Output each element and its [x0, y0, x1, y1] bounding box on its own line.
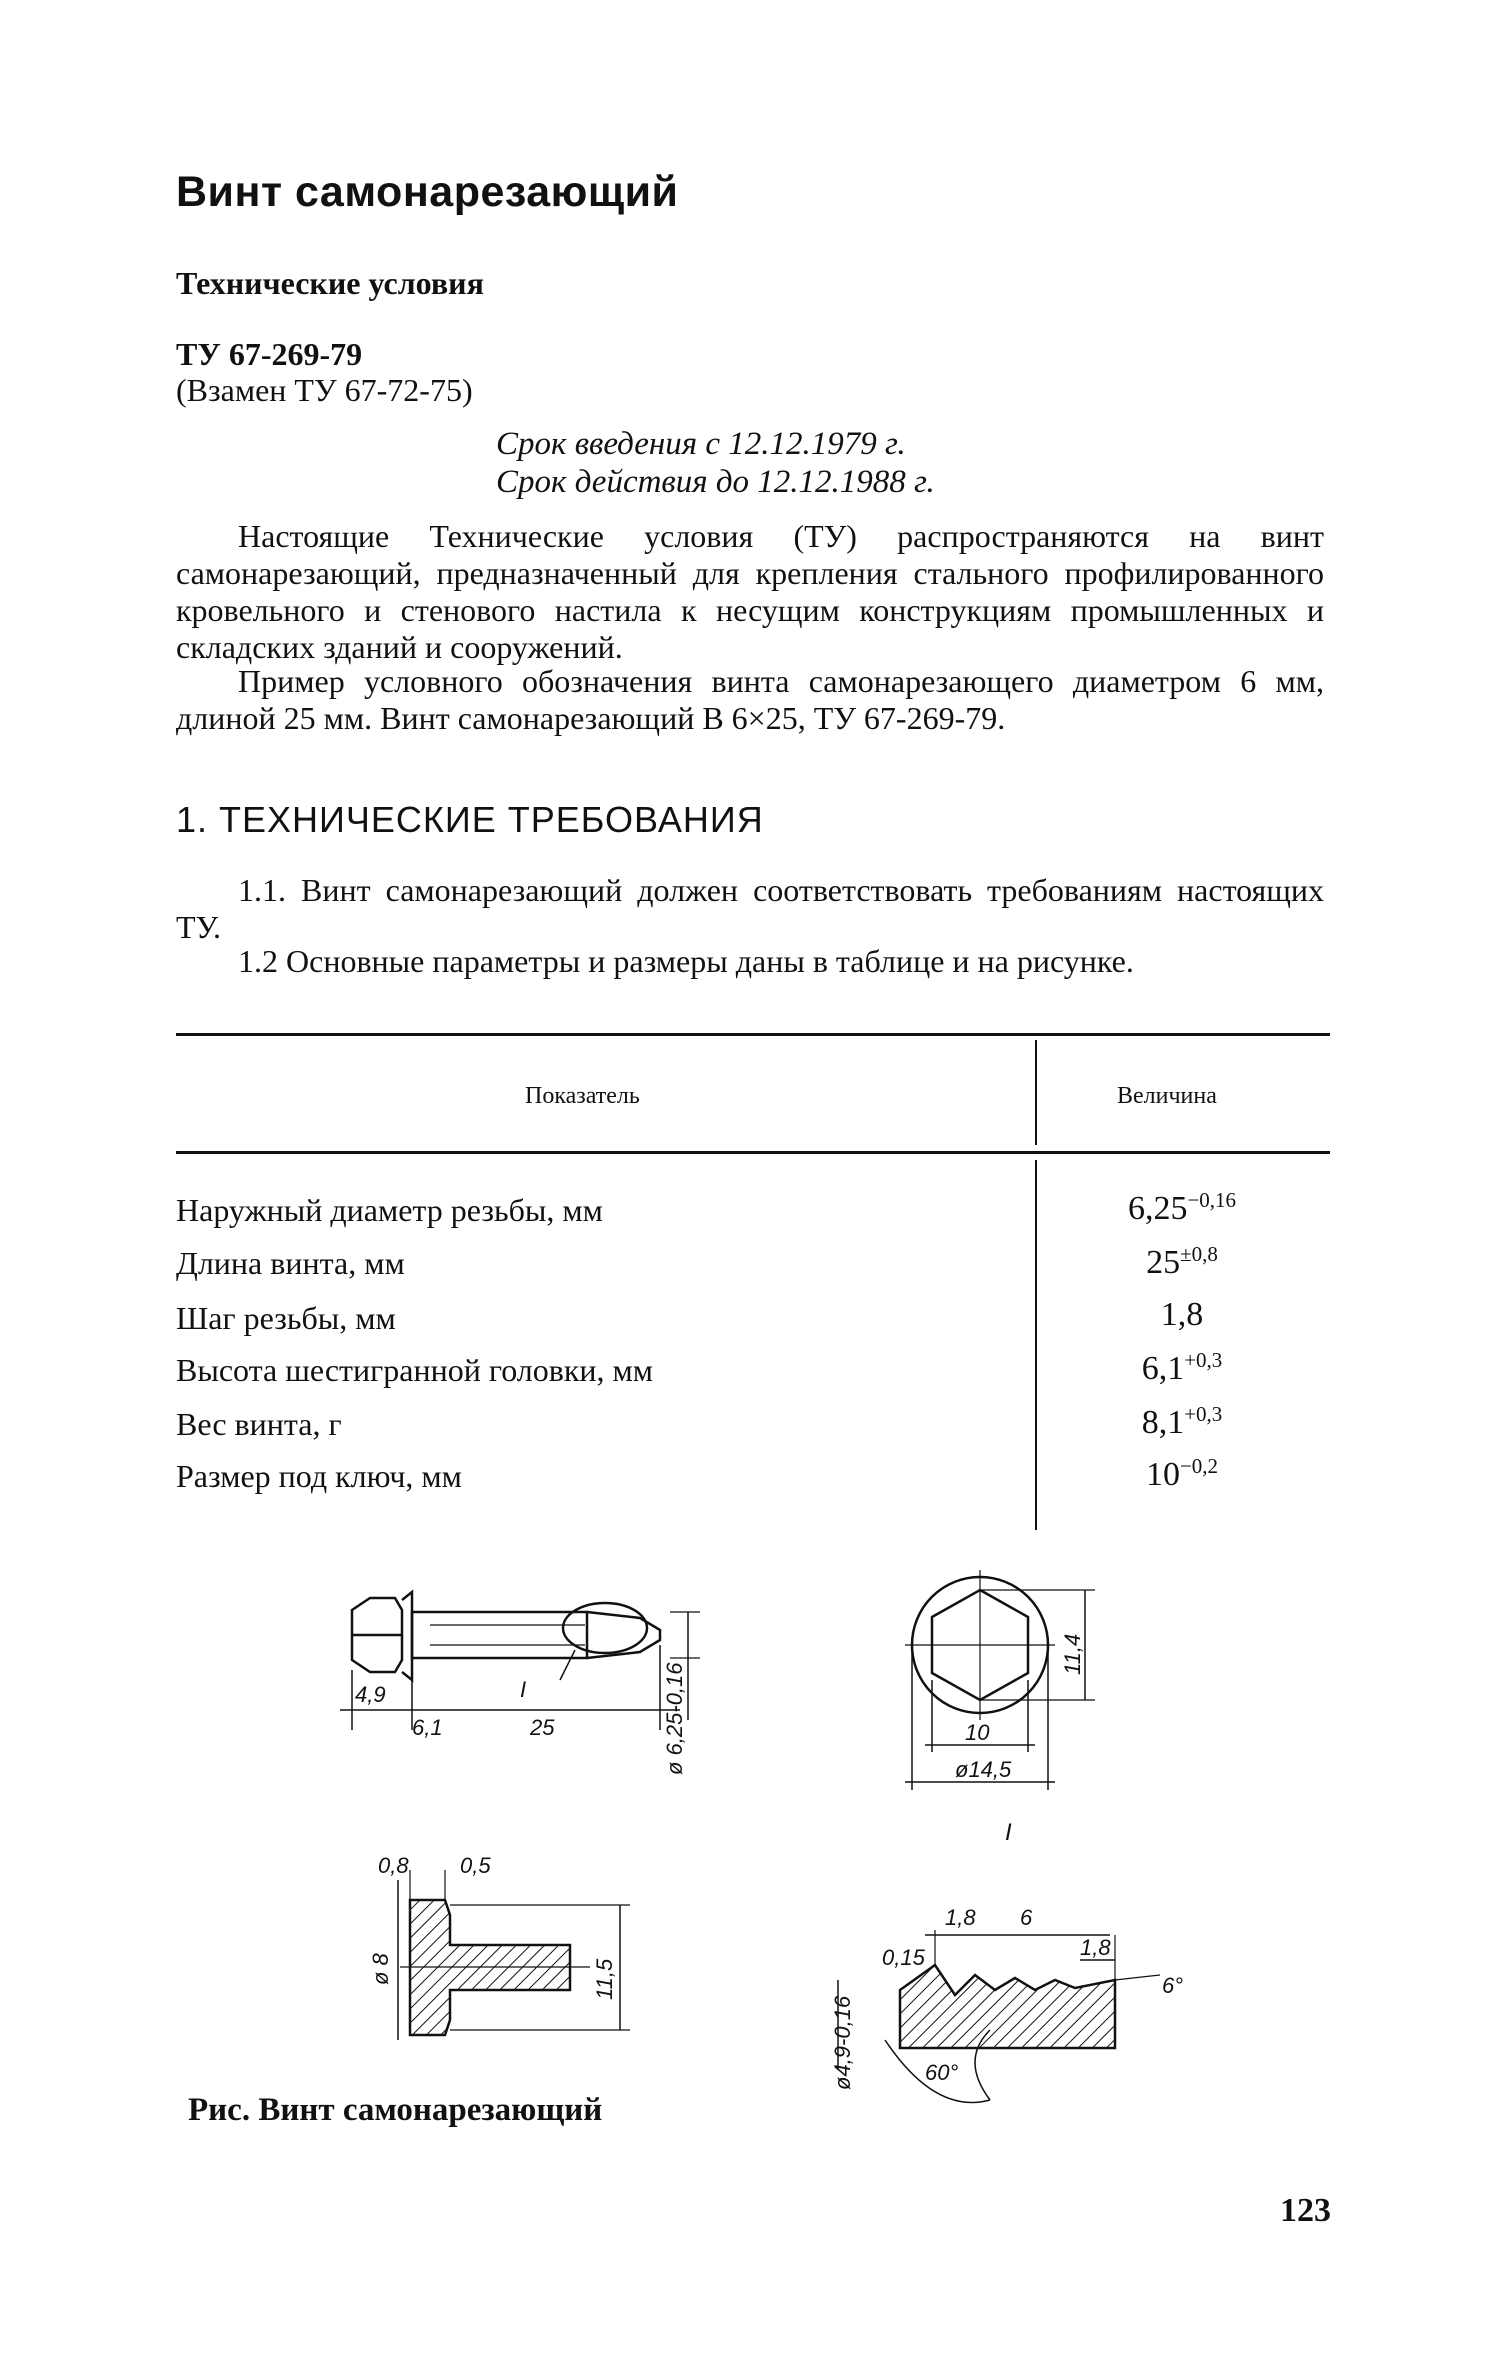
side-view-dim-length: 25: [530, 1715, 555, 1740]
head-section-dim-height: 11,5: [592, 1958, 617, 2000]
detail-dim-angle-small: 6°: [1162, 1973, 1184, 1998]
head-section-dim-b: 0,5: [460, 1853, 491, 1878]
table-row-label: Наружный диаметр резьбы, мм: [176, 1192, 603, 1228]
table-row-label: Длина винта, мм: [176, 1245, 405, 1281]
date-end: Срок действия до 12.12.1988 г.: [496, 464, 935, 500]
side-view-dim-head: 4,9: [355, 1682, 386, 1707]
tu-number: ТУ 67-269-79: [176, 336, 363, 372]
document-subtitle: Технические условия: [176, 265, 484, 301]
table-row-value: $10^{-0,2}$: [1145, 1454, 1219, 1493]
detail-dim-tip: 0,15: [882, 1945, 925, 1970]
table-header-indicator: Показатель: [525, 1083, 640, 1109]
paragraph-scope: Настоящие Технические условия (ТУ) распространяются на винт самонарезающий, предназначенный для крепления стального профилированного кровельного и стенового настила к несущим конструкциям промышленных и складских зданий и сооружений.: [176, 518, 1324, 665]
section-heading: 1. ТЕХНИЧЕСКИЕ ТРЕБОВАНИЯ: [176, 799, 764, 840]
figure-caption: Рис. Винт самонарезающий: [188, 2092, 603, 2128]
paragraph-1-1: 1.1. Винт самонарезающий должен соответствовать требованиям настоящих ТУ.: [176, 872, 1324, 945]
side-view-mark: I: [520, 1677, 527, 1702]
table-row-value: $6,25^{-0,16}$: [1127, 1188, 1237, 1227]
table-row-value: $25^{\pm 0,8}$: [1146, 1242, 1218, 1281]
detail-dim-pitch-2: 1,8: [1080, 1935, 1111, 1960]
side-view-dim-diameter: ø 6,25-0,16: [662, 1662, 687, 1775]
detail-mark: I: [1005, 1819, 1012, 1846]
table-header-value: Величина: [1117, 1083, 1217, 1109]
top-view-dim-diameter: ø14,5: [955, 1757, 1012, 1782]
detail-dim-pitch: 1,8: [945, 1905, 976, 1930]
paragraph-example: Пример условного обозначения винта самонарезающего диаметром 6 мм, длиной 25 мм. Винт самонарезающий В 6×25, ТУ 67-269-79.: [176, 663, 1324, 736]
top-view-dim-height: 11,4: [1060, 1633, 1085, 1675]
side-view-dim-collar: 6,1: [412, 1715, 443, 1740]
screw-side-view: [340, 1592, 700, 1730]
page-number: 123: [1280, 2192, 1331, 2229]
screw-head-section: [398, 1870, 630, 2040]
date-start: Срок введения с 12.12.1979 г.: [496, 426, 906, 462]
table-row-value: 1,8: [1160, 1296, 1204, 1333]
detail-dim-diameter: ø4,9-0,16: [830, 1995, 855, 2090]
detail-dim-length: 6: [1020, 1905, 1033, 1930]
top-view-dim-wrench: 10: [965, 1720, 990, 1745]
paragraph-1-2: 1.2 Основные параметры и размеры даны в таблице и на рисунке.: [238, 943, 1134, 979]
replaces-note: (Взамен ТУ 67-72-75): [176, 372, 473, 408]
document-title: Винт самонарезающий: [176, 168, 679, 216]
head-section-dim-a: 0,8: [378, 1853, 409, 1878]
table-row-label: Шаг резьбы, мм: [176, 1300, 396, 1336]
table-row-value: $6,1^{+0,3}$: [1141, 1348, 1223, 1387]
table-row-label: Размер под ключ, мм: [176, 1458, 462, 1494]
table-row-label: Вес винта, г: [176, 1406, 342, 1442]
table-row-label: Высота шестигранной головки, мм: [176, 1352, 654, 1388]
table-row-value: $8,1^{+0,3}$: [1141, 1402, 1223, 1441]
head-section-dim-diameter: ø 8: [368, 1953, 393, 1985]
detail-dim-angle: 60°: [925, 2060, 959, 2085]
